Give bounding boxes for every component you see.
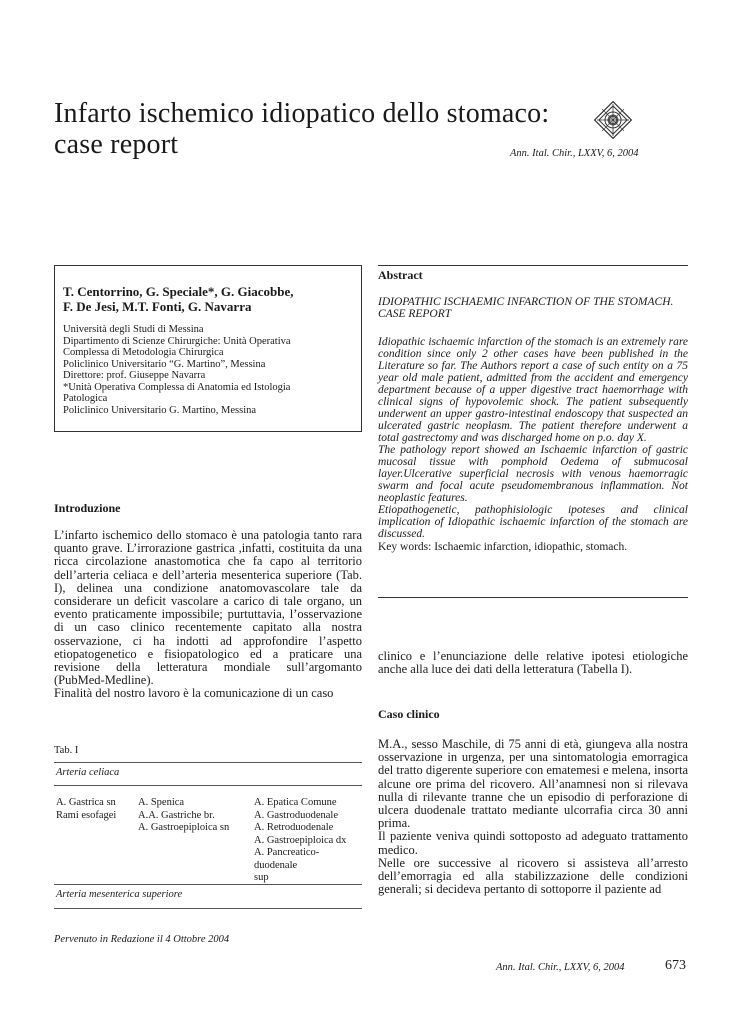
table-col-3 — [254, 797, 362, 885]
intro-paragraph: L’infarto ischemico dello stomaco è una patologia tanto rara quanto grave. L’irrorazione gastrica ,infatti, costituita da una ricca circolazione anastomotica che fa capo al territorio dell’arteria celiaca e dell’arteria mesenterica superiore (Tab. I), delinea una condizione anatomovascolare tale da considerare un deficit vascolare a carico di tale organo, un evento praticamente impossibile; purtuttavia, l’osservazione di un caso clinico recentemente capitato alla nostra osservazione, ci ha indotti ad approfondire l’aspetto etiopatogenetico e fisiopatologico ed a praticare una revisione della letteratura mondiale sull’argomanto (PubMed-Medline). — [54, 528, 362, 688]
affiliation-line: Complessa di Metodologia Chirurgica — [63, 347, 224, 358]
affiliation-line: Università degli Studi di Messina — [63, 324, 204, 335]
title-line-1: Infarto ischemico idiopatico dello stomaco: — [54, 98, 550, 129]
table-cell: sup — [254, 872, 269, 883]
table-cell: A.A. Gastriche br. — [138, 809, 215, 821]
affiliation-line: Patologica — [63, 393, 108, 404]
abstract-body — [378, 336, 688, 540]
table-col-1 — [56, 797, 136, 822]
table-rule — [54, 884, 362, 885]
intro-paragraph: Finalità del nostro lavoro è la comunicazione di un caso — [54, 686, 334, 701]
table-rule — [54, 762, 362, 763]
table-col-2 — [138, 797, 250, 835]
received-date: Pervenuto in Redazione il 4 Ottobre 2004 — [54, 934, 230, 945]
case-paragraph: Il paziente veniva quindi sottoposto ad adeguato trattamento medico. — [378, 829, 688, 857]
table-cell: A. Gastrica sn — [56, 797, 116, 808]
abstract-heading: Abstract — [378, 268, 423, 282]
intro-continuation: clinico e l’enunciazione delle relative ipotesi etiologiche anche alla luce dei dati della letteratura (Tabella I). — [378, 649, 688, 677]
authors-box — [54, 265, 362, 432]
case-paragraph: M.A., sesso Maschile, di 75 anni di età, giungeva alla nostra osservazione in urgenza, per una sintomatologia emorragica del tratto digerente superiore con ematemesi e melena, insorta alcune ore prima del ricovero. All’anamnesi non si rilevava nulla di rilevante tranne che un episodio di perforazione di ulcera duodenale trattato mediante ulcorrafia circa 30 anni prima. — [378, 737, 688, 831]
intro-body — [54, 529, 362, 701]
table-cell: A. Gastroduodenale — [254, 809, 338, 821]
affiliation-line: Direttore: prof. Giuseppe Navarra — [63, 370, 206, 381]
affiliation-line: Policlinico Universitario “G. Martino”, Messina — [63, 358, 266, 370]
table-cell: A. Spenica — [138, 797, 185, 808]
table-cell: A. Pancreatico-duodenale — [254, 847, 320, 871]
abstract-paragraph: The pathology report showed an Ischaemic infarction of gastric mucosal tissue with pomphoid Oedema of submucosal layer.Ulcerative superficial necrosis with venous haemorragic swarm and focal acute pseudomembranous inflammation. Not neoplastic features. — [378, 444, 688, 504]
table-cell: Rami esofagei — [56, 809, 117, 821]
case-heading: Caso clinico — [378, 707, 440, 721]
title-line-2: case report — [54, 129, 179, 160]
table-cell: A. Epatica Comune — [254, 797, 337, 808]
journal-reference-header: Ann. Ital. Chir., LXXV, 6, 2004 — [510, 148, 639, 159]
abstract-subtitle: IDIOPATHIC ISCHAEMIC INFARCTION OF THE STOMACH. CASE REPORT — [378, 296, 674, 320]
affiliations — [63, 324, 353, 416]
journal-seal-icon — [593, 100, 633, 140]
case-paragraph: Nelle ore successive al ricovero si assisteva all’arresto dell’emorragia ed alla stabilizzazione delle condizioni generali; si decideva pertanto di sottoporre il paziente ad — [378, 855, 688, 897]
journal-reference-footer: Ann. Ital. Chir., LXXV, 6, 2004 — [496, 962, 625, 973]
table-label: Tab. I — [54, 745, 79, 756]
authors-line-1: T. Centorrino, G. Speciale*, G. Giacobbe, — [63, 284, 294, 299]
case-body — [378, 738, 688, 896]
article-title — [54, 98, 574, 160]
page-number: 673 — [665, 958, 686, 973]
intro-heading: Introduzione — [54, 501, 121, 515]
abstract-section — [378, 265, 688, 598]
authors — [63, 284, 353, 314]
authors-line-2: F. De Jesi, M.T. Fonti, G. Navarra — [63, 299, 252, 314]
affiliation-line: *Unità Operativa Complessa di Anatomia ed Istologia — [63, 381, 291, 393]
abstract-paragraph: Idiopathic ischaemic infarction of the stomach is an extremely rare condition since only 2 other cases have been published in the Literature so far. The Authors report a case of such entity on a 75 year old male patient, admitted from the accident and emergency department because of a upper digestive tract haemorrhage with clinical signs of hypovolemic shock. The patient subsequently underwent an upper gastro-intestinal endoscopy that suspected an ulcerated gastric neoplasm. The patient therefore underwent a total gastrectomy and was discharged home on p.o. day X. — [378, 336, 688, 444]
table-cell: A. Gastroepiploica sn — [138, 822, 230, 833]
table-section-sma: Arteria mesenterica superiore — [56, 889, 183, 900]
affiliation-line: Policlinico Universitario G. Martino, Messina — [63, 404, 257, 416]
table-rule — [54, 785, 362, 786]
table-section-celiac: Arteria celiaca — [56, 767, 120, 778]
affiliation-line: Dipartimento di Scienze Chirurgiche: Unità Operativa — [63, 335, 291, 347]
keywords: Key words: Ischaemic infarction, idiopathic, stomach. — [378, 541, 628, 553]
table-rule — [54, 908, 362, 909]
table-cell: A. Retroduodenale — [254, 822, 334, 833]
table-cell: A. Gastroepiploica dx — [254, 834, 347, 846]
abstract-paragraph: Etiopathogenetic, pathophisiologic ipoteses and clinical implication of Idiopathic ischaemic infarction of the stomach are discussed. — [378, 504, 688, 540]
